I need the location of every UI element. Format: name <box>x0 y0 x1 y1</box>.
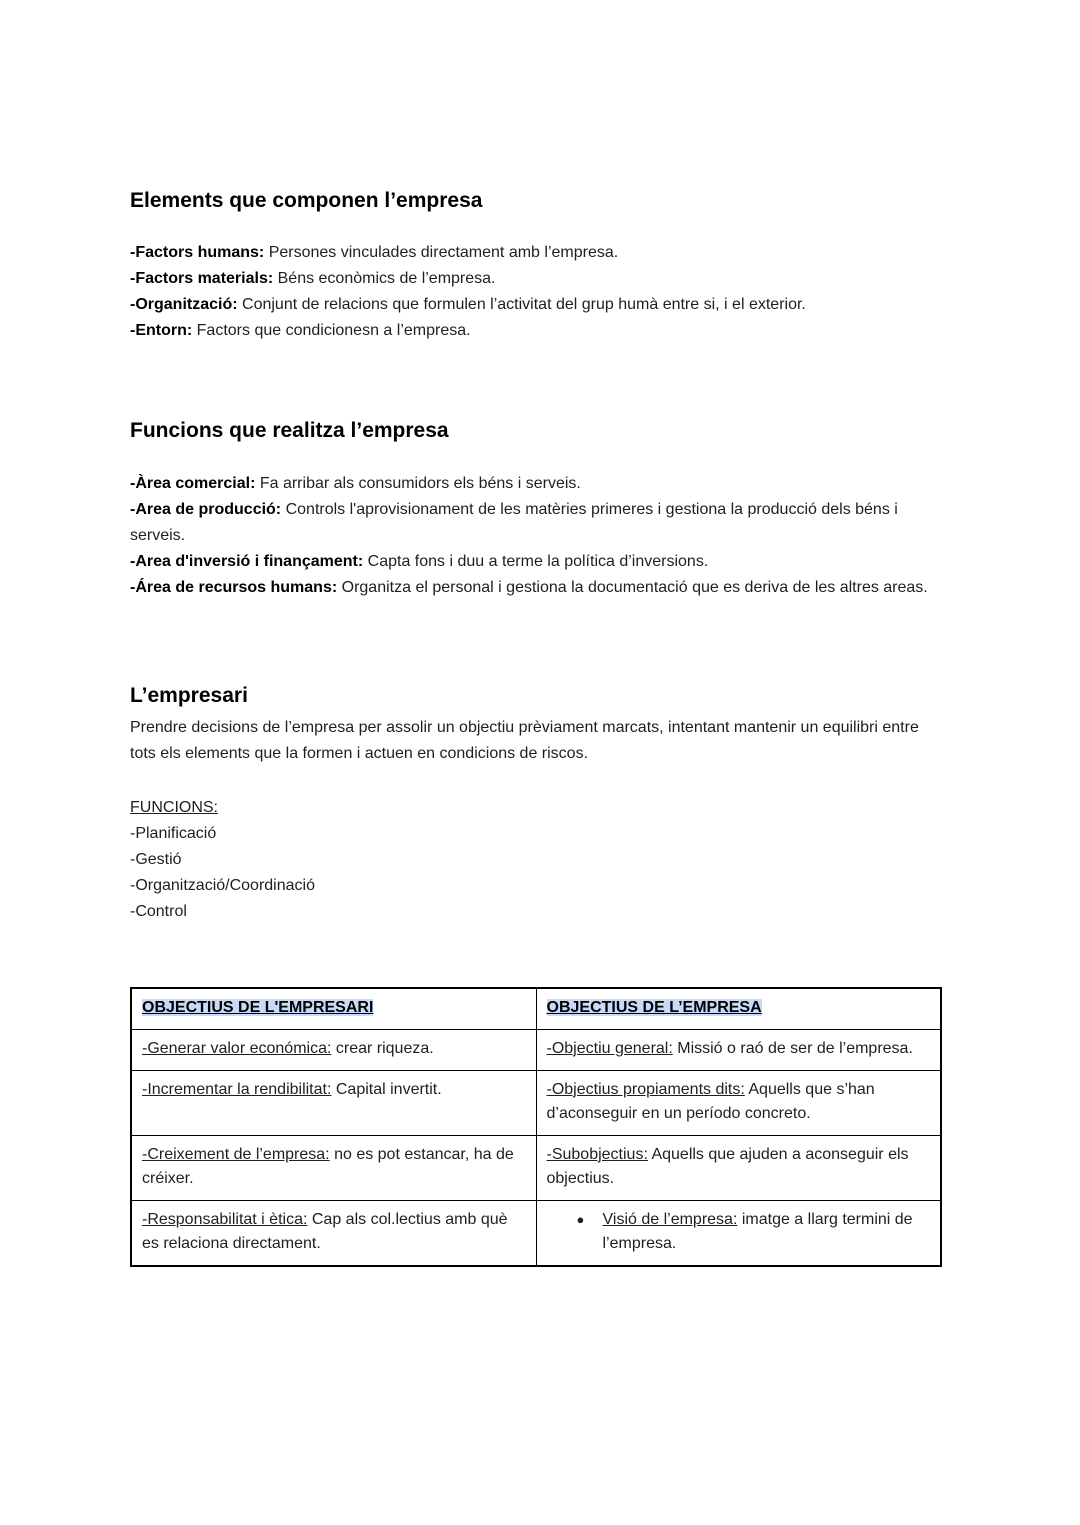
item-lead: -Area de producció: <box>130 500 282 518</box>
cell-text: Aquells que ajuden a aconseguir els objectius. <box>546 1145 909 1187</box>
table-cell <box>536 1135 941 1200</box>
section-title-funcions: Funcions que realitza l’empresa <box>130 419 449 443</box>
list-item: -Organització/Coordinació <box>130 876 315 894</box>
empresari-intro: Prendre decisions de l’empresa per assolir un objectiu prèviament marcats, intentant mantenir un equilibri entre tots els elements que la formen i actuen en condicions de riscos. <box>130 718 919 762</box>
cell-text: Capital invertit. <box>331 1080 442 1098</box>
cell-text: no es pot estancar, ha de créixer. <box>142 1145 514 1187</box>
elements-list <box>130 240 942 344</box>
cell-text: imatge a llarg termini de l’empresa. <box>602 1210 913 1252</box>
list-item <box>130 266 942 292</box>
item-text: Persones vinculades directament amb l’empresa. <box>264 244 619 262</box>
table-cell <box>536 1070 941 1135</box>
item-lead: -Factors humans: <box>130 244 265 262</box>
section-title-empresari: L’empresari <box>130 683 248 707</box>
item-text: Organitza el personal i gestiona la documentació que es deriva de les altres areas. <box>337 578 928 596</box>
table-cell <box>131 1200 536 1266</box>
item-lead: -Área de recursos humans: <box>130 578 338 596</box>
item-lead: -Factors materials: <box>130 270 274 288</box>
item-text: Capta fons i duu a terme la política d’inversions. <box>363 552 709 570</box>
table-header-empresa <box>536 988 941 1030</box>
cell-lead: -Incrementar la rendibilitat: <box>142 1080 332 1098</box>
table-header-row <box>131 988 941 1030</box>
table-cell <box>131 1070 536 1135</box>
bullet-text <box>603 1208 931 1256</box>
header-highlight: OBJECTIUS DE L'EMPRESARI <box>142 998 374 1016</box>
table-cell <box>536 1029 941 1070</box>
bullet-icon: ● <box>576 1211 585 1227</box>
item-lead: -Àrea comercial: <box>130 474 256 492</box>
table-cell <box>131 1135 536 1200</box>
list-item <box>130 549 942 575</box>
item-lead: -Organització: <box>130 296 238 314</box>
table-row <box>131 1029 941 1070</box>
list-item: -Control <box>130 902 187 920</box>
funcions-label: FUNCIONS: <box>130 798 218 816</box>
table-cell <box>536 1200 941 1266</box>
item-text: Controls l'aprovisionament de les matèries primeres i gestiona la producció dels béns i serveis. <box>130 500 898 544</box>
objectius-table <box>130 987 942 1267</box>
list-item: -Planificació <box>130 824 217 842</box>
list-item <box>130 497 942 549</box>
cell-lead: -Objectius propiaments dits: <box>546 1080 745 1098</box>
table-header-empresari <box>131 988 536 1030</box>
list-item <box>130 240 942 266</box>
list-item: -Gestió <box>130 850 182 868</box>
cell-lead: -Subobjectius: <box>546 1145 648 1163</box>
list-item <box>130 292 942 318</box>
item-lead: -Entorn: <box>130 322 193 340</box>
table-row <box>131 1200 941 1266</box>
item-text: Factors que condicionesn a l’empresa. <box>192 322 471 340</box>
cell-lead: Visió de l’empresa: <box>602 1210 738 1228</box>
cell-lead: -Objectiu general: <box>546 1039 673 1057</box>
list-item <box>130 471 942 497</box>
cell-lead: -Creixement de l’empresa: <box>142 1145 330 1163</box>
table-row <box>131 1070 941 1135</box>
funcions-list <box>130 471 942 601</box>
item-text: Conjunt de relacions que formulen l’activitat del grup humà entre si, i el exterior. <box>237 296 806 314</box>
cell-text: crear riqueza. <box>331 1039 434 1057</box>
header-highlight: OBJECTIUS DE L’EMPRESA <box>546 998 762 1016</box>
section-title-elements: Elements que componen l’empresa <box>130 189 483 212</box>
empresari-funcions-list <box>130 821 942 925</box>
cell-lead: -Generar valor económica: <box>142 1039 332 1057</box>
cell-text: Aquells que s’han d’aconseguir en un período concreto. <box>546 1080 875 1122</box>
item-text: Fa arribar als consumidors els béns i serveis. <box>255 474 581 492</box>
list-item <box>130 575 942 601</box>
list-item <box>130 318 942 344</box>
bullet-list-item <box>547 1208 931 1256</box>
cell-text: Missió o raó de ser de l’empresa. <box>672 1039 913 1057</box>
table-row <box>131 1135 941 1200</box>
cell-text: Cap als col.lectius amb què es relaciona directament. <box>142 1210 508 1252</box>
cell-lead: -Responsabilitat i ètica: <box>142 1210 308 1228</box>
table-cell <box>131 1029 536 1070</box>
item-text: Béns econòmics de l’empresa. <box>273 270 496 288</box>
item-lead: -Area d'inversió i finançament: <box>130 552 364 570</box>
